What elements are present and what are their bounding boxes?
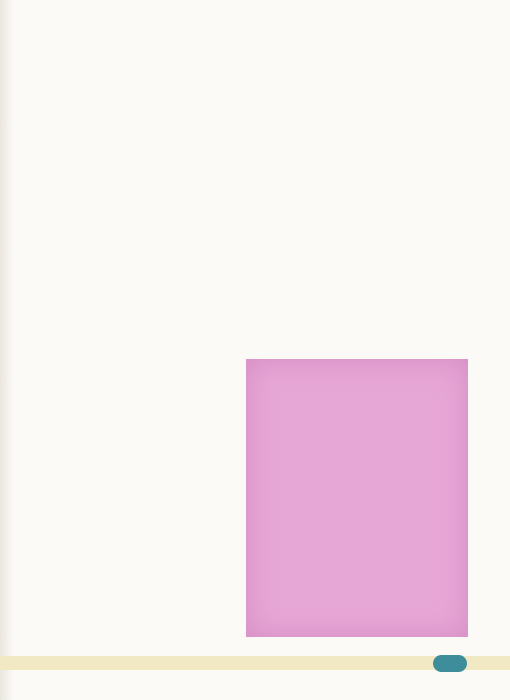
beading-diagram-bottom xyxy=(100,196,370,322)
page-edge-shadow xyxy=(0,0,14,700)
beaded-pendant-image xyxy=(246,359,468,637)
beading-diagram-top xyxy=(78,52,398,194)
body-text-column xyxy=(32,358,232,372)
page-number-badge xyxy=(433,655,467,672)
necklace-photo xyxy=(246,359,468,637)
